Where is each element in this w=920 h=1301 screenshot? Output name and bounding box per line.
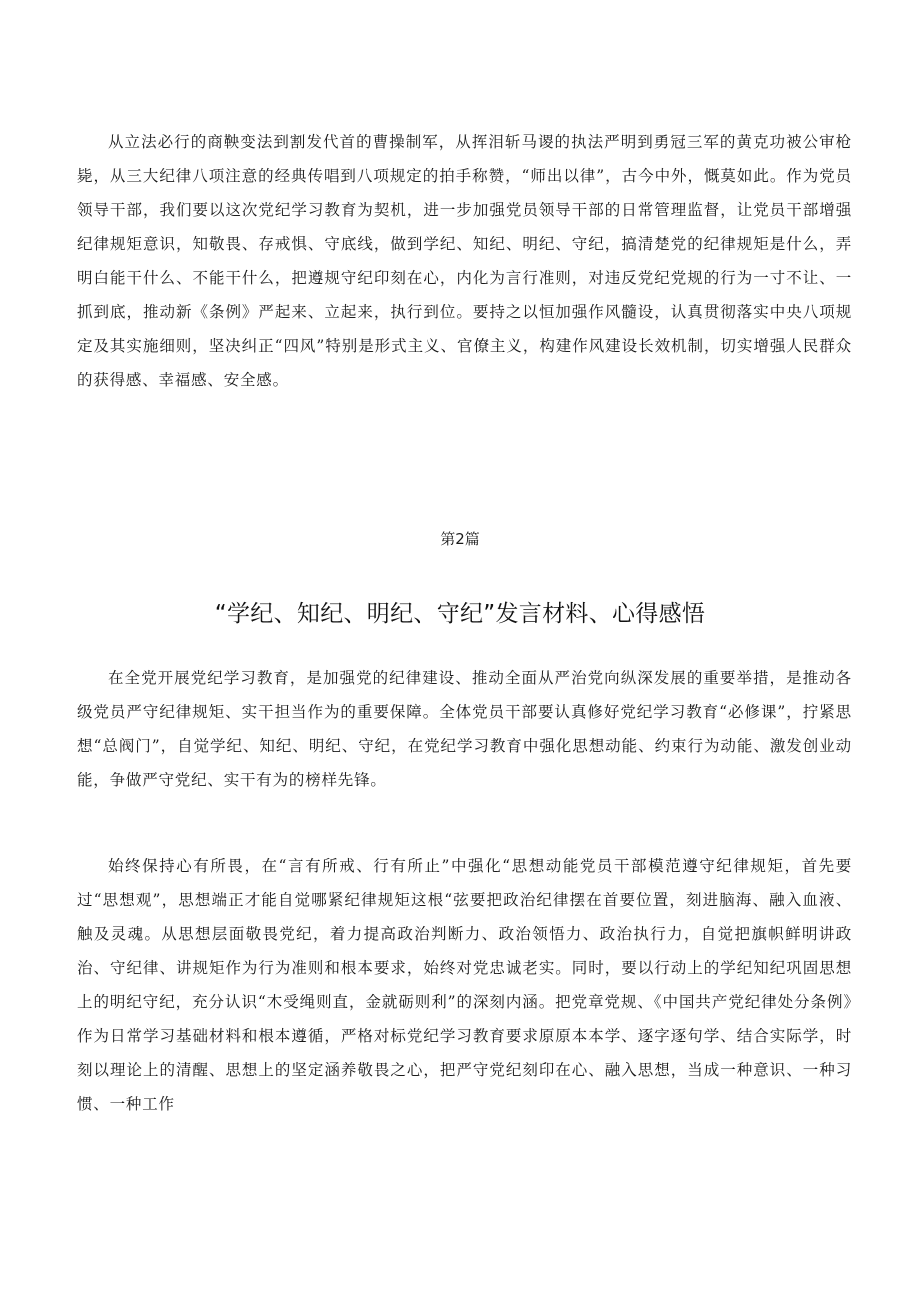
document-title: “学纪、知纪、明纪、守纪”发言材料、心得感悟	[214, 601, 706, 627]
section-label: 第2篇	[440, 530, 480, 548]
paragraph: 从立法必行的商鞅变法到割发代首的曹操制军，从挥泪斩马谡的执法严明到勇冠三军的黄克功被公审枪毙，从三大纪律八项注意的经典传唱到八项规定的拍手称赞，“师出以律”，古今中外，慨莫如此。作为党员领导干部，我们要以这次党纪学习教育为契机，进一步加强党员领导干部的日常管理监督，让党员干部增强纪律规矩意识，知敬畏、存戒惧、守底线，做到学纪、知纪、明纪、守纪，搞清楚党的纪律规矩是什么，弄明白能干什么、不能干什么，把遵规守纪印刻在心，内化为言行准则，对违反党纪党规的行为一寸不让、一抓到底，推动新《条例》严起来、立起来，执行到位。要持之以恒加强作风髓设，认真贯彻落实中央八项规定及其实施细则，坚决纠正“四风”特别是形式主义、官僚主义，构建作风建设长效机制，切实增强人民群众的获得感、幸福感、安全感。	[77, 133, 852, 389]
paragraph: 在全党开展党纪学习教育，是加强党的纪律建设、推动全面从严治党向纵深发展的重要举措，是推动各级党员严守纪律规矩、实干担当作为的重要保障。全体党员干部要认真修好党纪学习教育“必修课”，拧紧思想“总阀门”，自觉学纪、知纪、明纪、守纪，在党纪学习教育中强化思想动能、约束行为动能、激发创业动能，争做严守党纪、实干有为的榜样先锋。	[77, 669, 852, 789]
paragraph: 始终保持心有所畏，在“言有所戒、行有所止”中强化“思想动能党员干部模范遵守纪律规矩，首先要过“思想观”，思想端正才能自觉哪紧纪律规矩这根“弦要把政治纪律摆在首要位置，刻进脑海、融入血液、触及灵魂。从思想层面敬畏党纪，着力提高政治判断力、政治领悟力、政治执行力，自觉把旗帜鲜明讲政治、守纪律、讲规矩作为行为准则和根本要求，始终对党忠诚老实。同时，要以行动上的学纪知纪巩固思想上的明纪守纪，充分认识“木受绳则直，金就砺则利”的深刻内涵。把党章党规、《中国共产党纪律处分条例》作为日常学习基础材料和根本遵循，严格对标党纪学习教育要求原原本本学、逐字逐句学、结合实际学，时刻以理论上的清醒、思想上的坚定涵养敬畏之心，把严守党纪刻印在心、融入思想，当成一种意识、一种习惯、一种工作	[77, 857, 852, 1113]
